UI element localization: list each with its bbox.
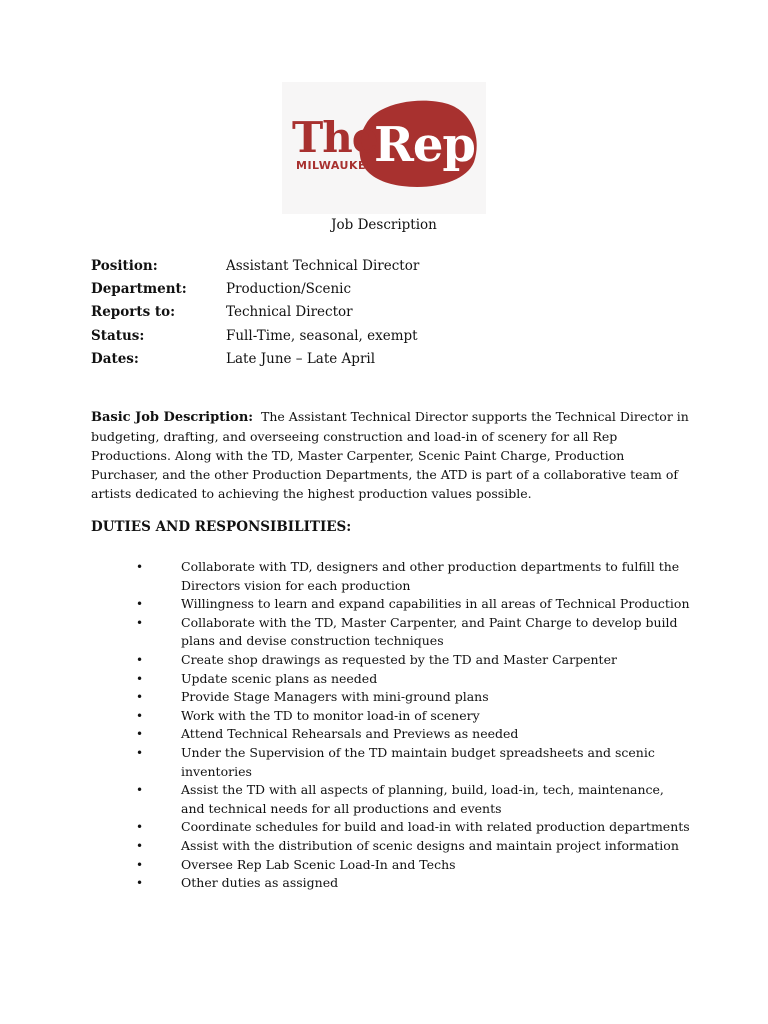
duty-item bbox=[91, 818, 691, 837]
duty-text: Coordinate schedules for build and load-in with related production departments bbox=[181, 819, 690, 835]
duty-text: Other duties as assigned bbox=[181, 875, 339, 891]
bullet-icon: • bbox=[136, 671, 144, 686]
duty-item bbox=[91, 744, 691, 781]
duty-item bbox=[91, 874, 691, 893]
duty-text: Work with the TD to monitor load-in of scenery bbox=[181, 707, 480, 723]
duty-item bbox=[91, 725, 691, 744]
duty-text: Assist with the distribution of scenic designs and maintain project information bbox=[181, 837, 679, 853]
duty-item bbox=[91, 614, 691, 651]
basic-job-description bbox=[91, 408, 691, 504]
page-title: Job Description bbox=[331, 217, 437, 233]
duty-item bbox=[91, 558, 691, 595]
duty-text: Collaborate with TD, designers and other production departments to fulfill the Directors vision for each production bbox=[181, 559, 680, 593]
logo-text-rep: Rep bbox=[374, 117, 475, 173]
duty-text: Under the Supervision of the TD maintain budget spreadsheets and scenic inventories bbox=[181, 744, 655, 779]
duty-item bbox=[91, 670, 691, 689]
info-row-position bbox=[91, 255, 691, 278]
info-label: Department: bbox=[91, 281, 187, 298]
duties-list bbox=[91, 558, 691, 893]
bullet-icon: • bbox=[136, 615, 144, 630]
duty-item bbox=[91, 856, 691, 875]
duty-text: Create shop drawings as requested by the TD and Master Carpenter bbox=[181, 651, 617, 667]
duty-item bbox=[91, 837, 691, 856]
duty-text: Assist the TD with all aspects of planning, build, load-in, tech, maintenance, and technical needs for all productions and events bbox=[181, 782, 664, 816]
info-value: Late June – Late April bbox=[226, 350, 376, 367]
info-value: Full-Time, seasonal, exempt bbox=[226, 327, 418, 344]
duty-item bbox=[91, 595, 691, 614]
bullet-icon: • bbox=[136, 838, 144, 853]
duties-heading: DUTIES AND RESPONSIBILITIES: bbox=[91, 519, 352, 535]
duty-item bbox=[91, 688, 691, 707]
duty-text: Update scenic plans as needed bbox=[181, 670, 378, 686]
the-rep-logo bbox=[282, 82, 486, 214]
bullet-icon: • bbox=[136, 745, 144, 760]
bullet-icon: • bbox=[136, 560, 144, 574]
job-info-table bbox=[91, 255, 691, 371]
info-label: Dates: bbox=[91, 350, 139, 367]
bullet-icon: • bbox=[136, 652, 144, 667]
info-value: Assistant Technical Director bbox=[226, 258, 420, 274]
info-value: Technical Director bbox=[226, 304, 353, 321]
info-label: Reports to: bbox=[91, 304, 176, 321]
basic-description-text: The Assistant Technical Director supports the Technical Director in budgeting, drafting, and overseeing construction and load-in of scenery for all Rep Productions. Along with the TD, Master Carpenter, Scenic Paint Charge, Production Purchaser, and the other Production Departments, the ATD is part of a collaborative team of artists dedicated to achieving the highest production values possible. bbox=[91, 409, 689, 501]
info-value: Production/Scenic bbox=[226, 281, 352, 298]
info-row-reports-to bbox=[91, 301, 691, 324]
info-row-dates bbox=[91, 348, 691, 371]
duty-text: Collaborate with the TD, Master Carpenter, and Paint Charge to develop build plans and devise construction techniques bbox=[181, 614, 678, 649]
logo-text-the: The bbox=[292, 113, 378, 162]
info-row-status bbox=[91, 325, 691, 348]
duty-item bbox=[91, 781, 691, 818]
duty-item bbox=[91, 707, 691, 726]
bullet-icon: • bbox=[136, 597, 144, 612]
logo-graphic bbox=[282, 82, 486, 214]
basic-description-label: Basic Job Description: bbox=[91, 410, 254, 425]
duty-text: Attend Technical Rehearsals and Previews as needed bbox=[181, 726, 519, 742]
duty-item bbox=[91, 651, 691, 670]
duty-text: Oversee Rep Lab Scenic Load-In and Techs bbox=[181, 856, 456, 872]
duty-text: Provide Stage Managers with mini-ground plans bbox=[181, 689, 489, 705]
bullet-icon: • bbox=[136, 820, 144, 835]
info-label: Position: bbox=[91, 258, 158, 274]
duty-text: Willingness to learn and expand capabilities in all areas of Technical Production bbox=[181, 596, 690, 612]
bullet-icon: • bbox=[136, 783, 144, 798]
bullet-icon: • bbox=[136, 727, 144, 742]
bullet-icon: • bbox=[136, 690, 144, 705]
bullet-icon: • bbox=[136, 876, 144, 891]
bullet-icon: • bbox=[136, 857, 144, 872]
info-row-department bbox=[91, 278, 691, 301]
info-label: Status: bbox=[91, 327, 145, 344]
logo-text-city: MILWAUKEE bbox=[296, 159, 374, 172]
bullet-icon: • bbox=[136, 708, 144, 723]
